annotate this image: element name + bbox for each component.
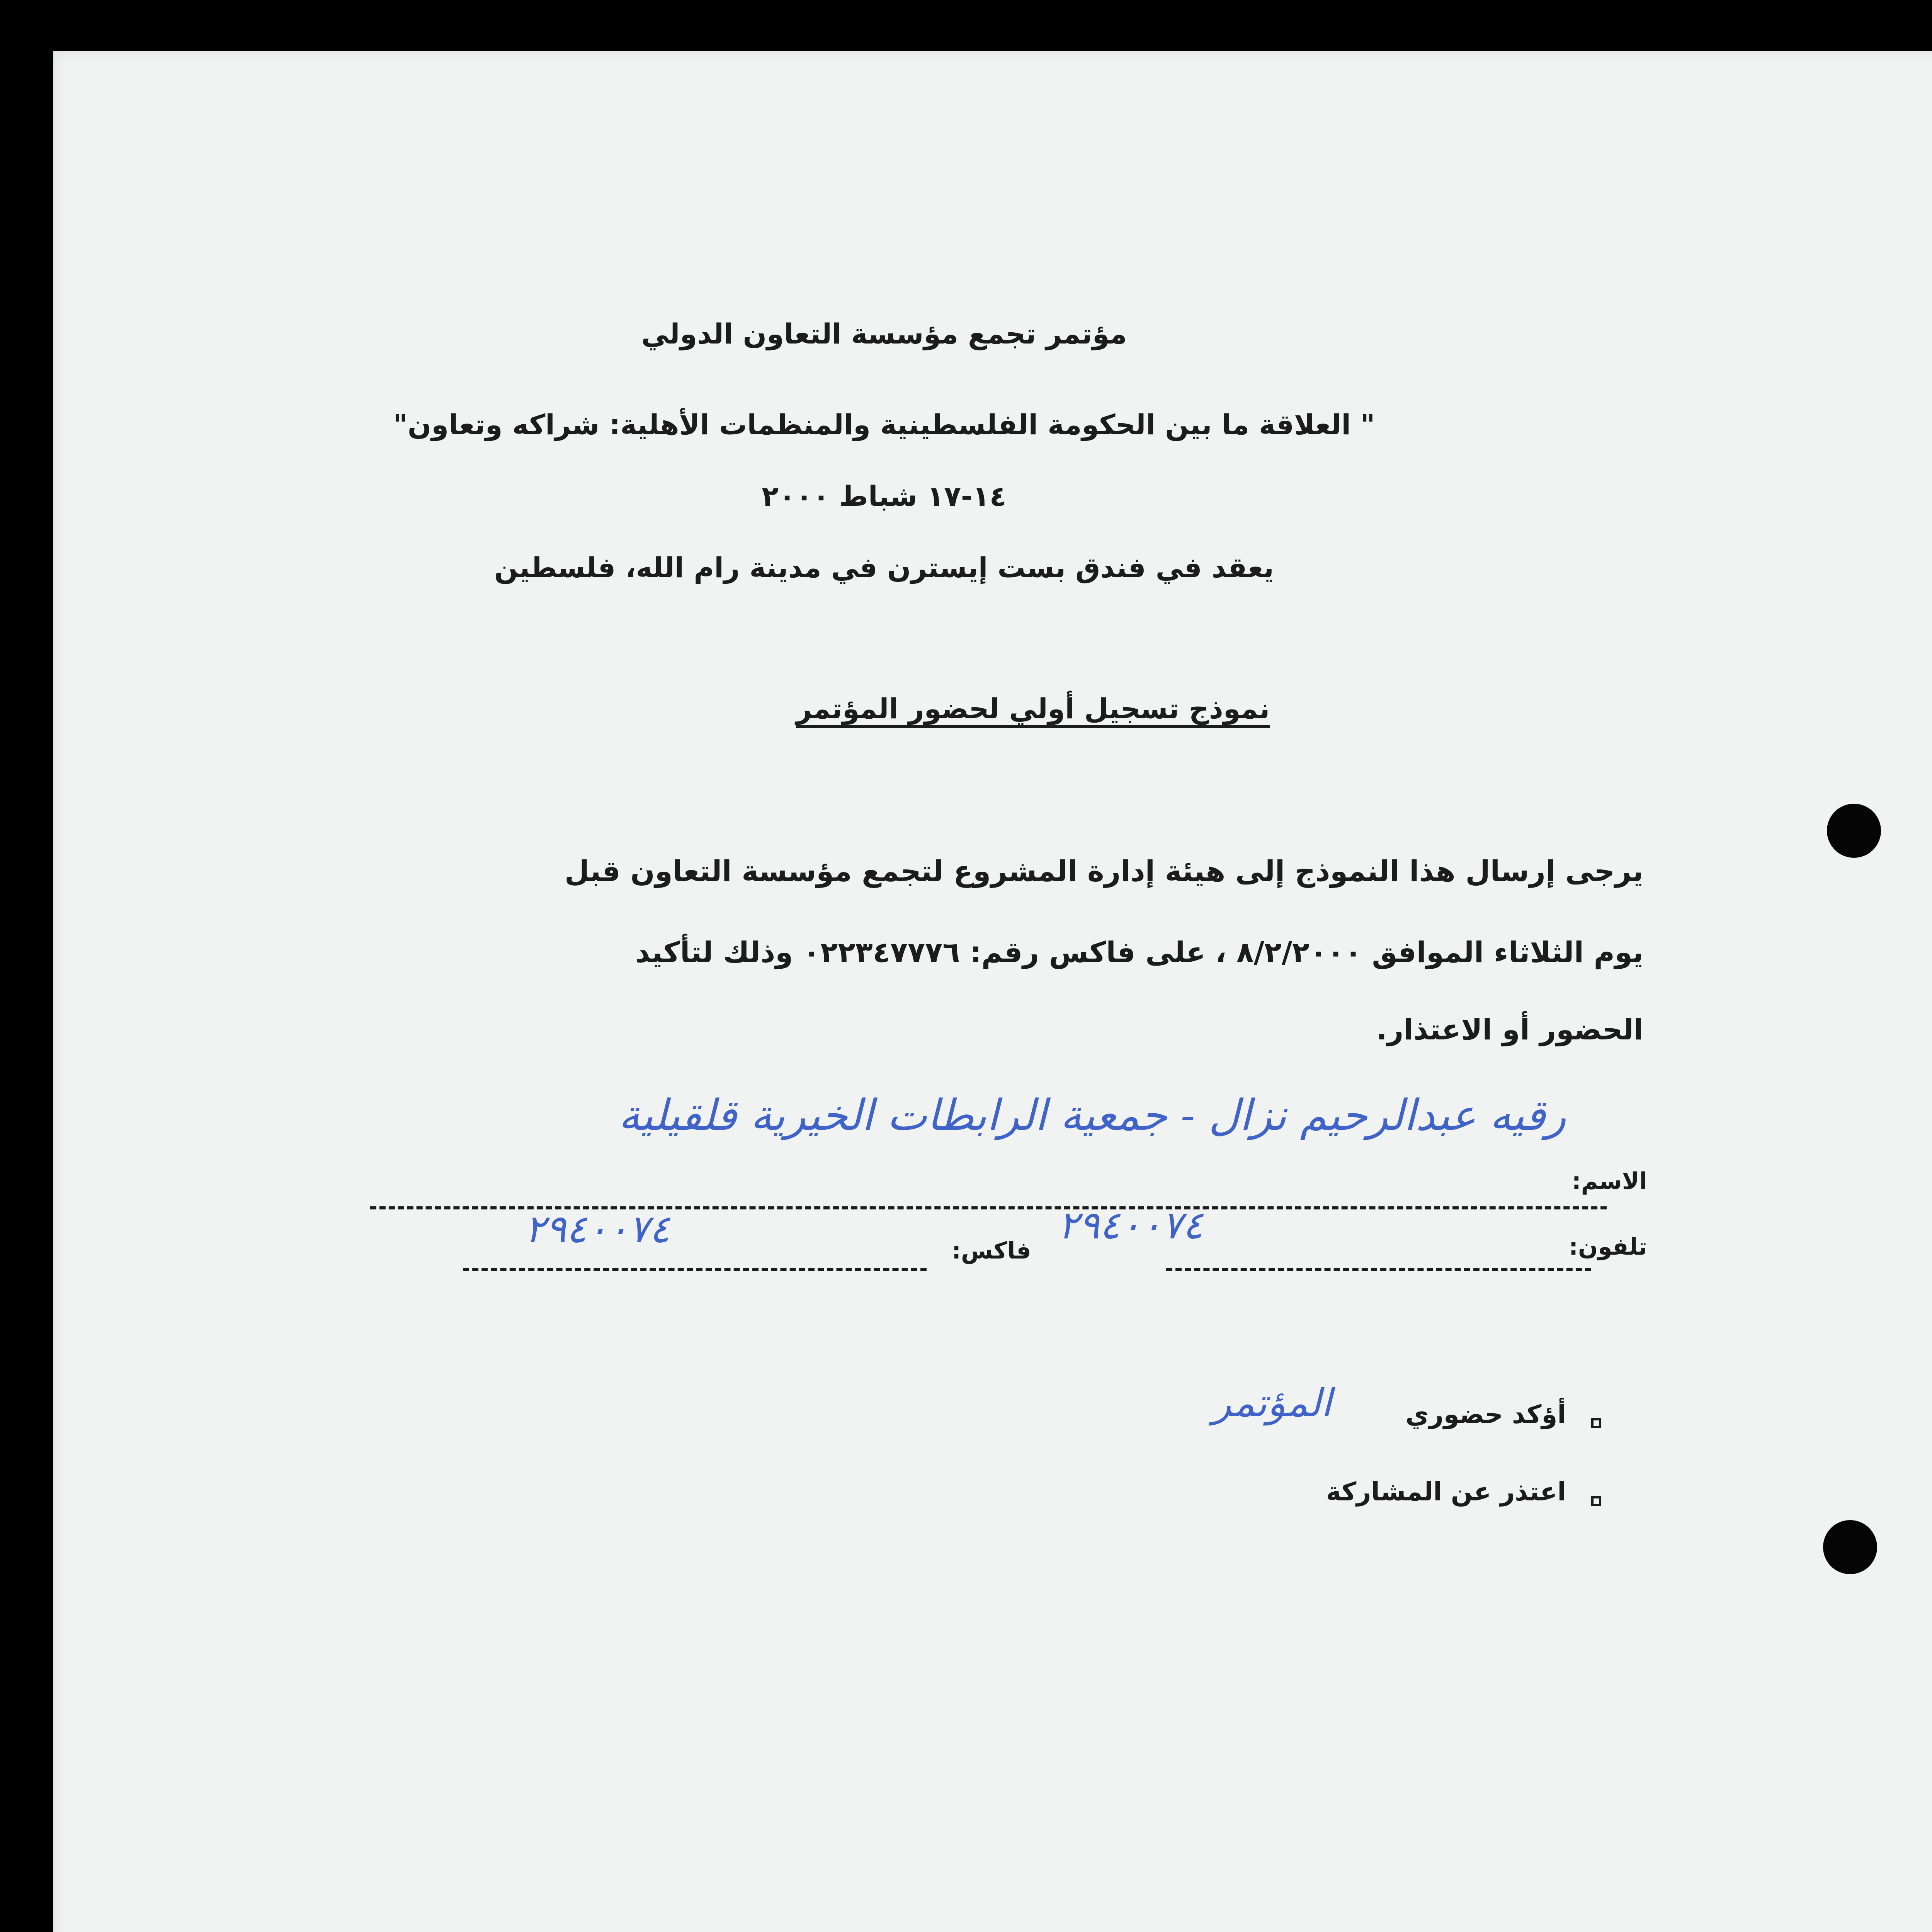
confirm-attendance-handwritten-note: المؤتمر bbox=[1213, 1380, 1332, 1425]
conference-dates: ١٤-١٧ شباط ٢٠٠٠ bbox=[762, 480, 1007, 512]
name-label: الاسم: bbox=[1571, 1168, 1647, 1195]
phone-label: تلفون: bbox=[1568, 1233, 1647, 1260]
punch-hole-top bbox=[1827, 804, 1881, 858]
confirm-attendance-label: أؤكد حضوري bbox=[1405, 1400, 1566, 1429]
confirm-attendance-checkbox[interactable] bbox=[1591, 1418, 1601, 1428]
form-title: نموذج تسجيل أولي لحضور المؤتمر bbox=[796, 692, 1270, 725]
phone-field-line bbox=[1166, 1268, 1591, 1271]
conference-subtitle: " العلاقة ما بين الحكومة الفلسطينية والمنظمات الأهلية: شراكه وتعاون" bbox=[393, 408, 1375, 441]
phone-handwritten: ٢٩٤٠٠٧٤ bbox=[1058, 1202, 1203, 1248]
instructions-line-1: يرجى إرسال هذا النموذج إلى هيئة إدارة المشروع لتجمع مؤسسة التعاون قبل bbox=[565, 855, 1643, 888]
conference-title: مؤتمر تجمع مؤسسة التعاون الدولي bbox=[641, 318, 1127, 350]
decline-participation-checkbox[interactable] bbox=[1591, 1496, 1601, 1506]
name-handwritten: رقيه عبدالرحيم نزال - جمعية الرابطات الخيرية قلقيلية bbox=[618, 1090, 1566, 1140]
instructions-line-2: يوم الثلاثاء الموافق ٨/٢/٢٠٠٠ ، على فاكس رقم: ٠٢٢٣٤٧٧٧٦ وذلك لتأكيد bbox=[635, 936, 1643, 969]
punch-hole-bottom bbox=[1823, 1520, 1877, 1574]
fax-handwritten: ٢٩٤٠٠٧٤ bbox=[525, 1206, 670, 1252]
instructions-line-3: الحضور أو الاعتذار. bbox=[1376, 1013, 1643, 1046]
decline-participation-label: اعتذر عن المشاركة bbox=[1326, 1477, 1566, 1507]
fax-field-line bbox=[463, 1268, 927, 1271]
conference-venue: يعقد في فندق بست إيسترن في مدينة رام الله، فلسطين bbox=[494, 551, 1274, 584]
document-page bbox=[53, 51, 1932, 1932]
fax-label: فاكس: bbox=[952, 1237, 1031, 1264]
